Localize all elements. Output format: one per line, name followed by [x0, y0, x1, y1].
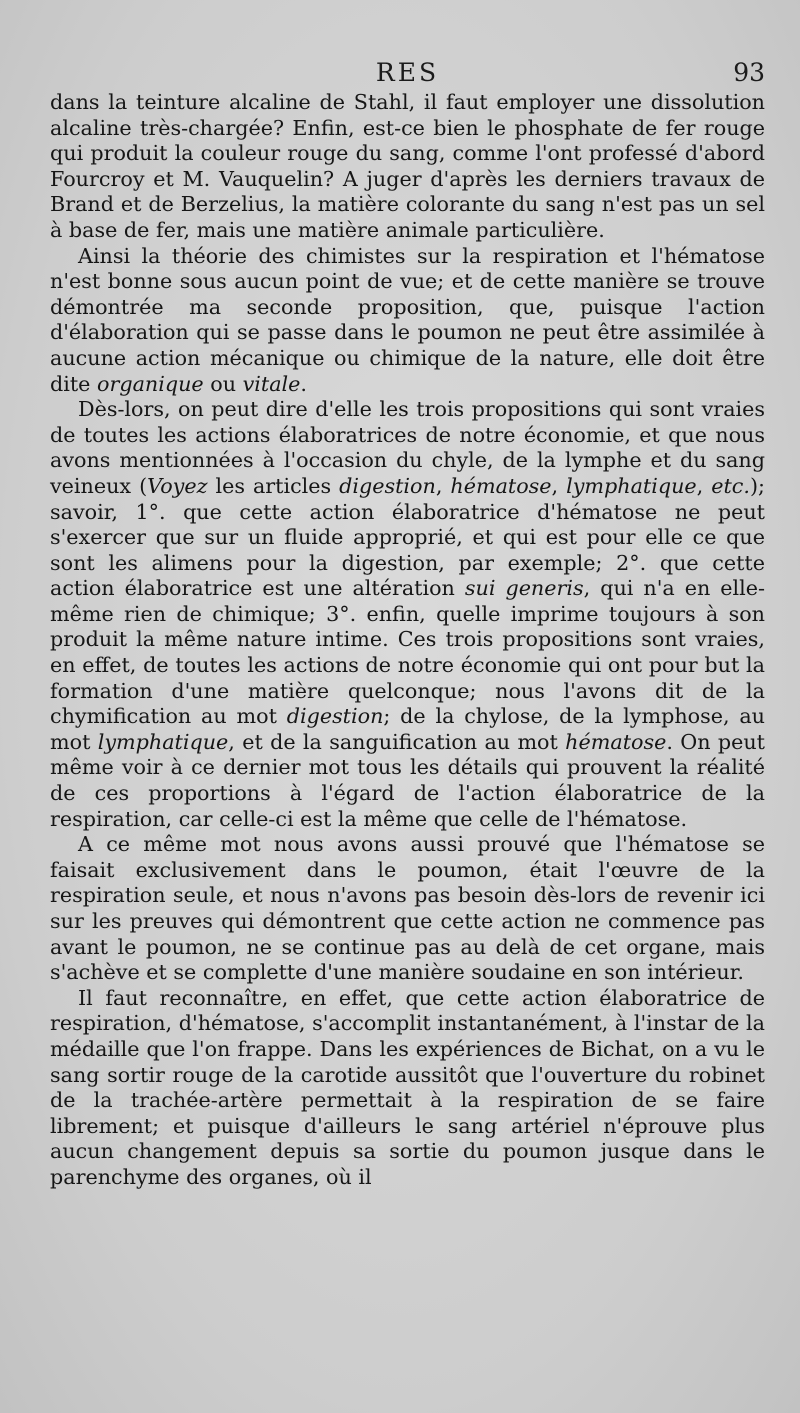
running-head: RES — [375, 58, 440, 87]
paragraph-p2 — [50, 244, 765, 398]
text-run: . — [300, 371, 307, 396]
italic-term: lymphatique — [97, 729, 229, 754]
text-run: Ainsi la théorie des chimistes sur la respiration et l'hématose n'est bonne sous aucun point de vue; et de cette manière se trouve démontrée ma seconde proposition, que, puisque l'action d'élaboration qui se passe dans le poumon ne peut être assimilée à aucune action mécanique ou chimique de la nature, elle doit être dite — [50, 243, 765, 396]
italic-term: etc. — [711, 473, 750, 498]
page-number: 93 — [733, 58, 765, 87]
text-run: Il faut reconnaître, en effet, que cette action élaboratrice de respiration, d'hématose, s'accomplit instantanément, à l'instar de la médaille que l'on frappe. Dans les expériences de Bichat, on a vu le sang sortir rouge de la carotide aussitôt que l'ouverture du robinet de la trachée-artère permettait à la respiration de se faire librement; et puisque d'ailleurs le sang artériel n'éprouve plus aucun changement depuis sa sortie du poumon jusque dans le parenchyme des organes, où il — [50, 985, 765, 1189]
text-run: , — [435, 473, 451, 498]
text-run: , qui n'a en elle-même rien de chimique; 3°. enfin, quelle imprime toujours à son produit la même nature intime. Ces trois propositions sont vraies, en effet, de toutes les actions de notre économie qui ont pour but la formation d'une matière quelconque; nous l'avons dit de la chymification au mot — [50, 576, 765, 729]
body-text — [50, 90, 765, 1191]
italic-term: sui generis — [464, 576, 584, 601]
text-run: A ce même mot nous avons aussi prouvé que l'hématose se faisait exclusivement dans le poumon, était l'œuvre de la respiration seule, et nous n'avons pas besoin dès-lors de revenir ici sur les preuves qui démontrent que cette action ne commence pas avant le poumon, ne se continue pas au delà de cet organe, mais s'achève et se complette d'une manière soudaine en son intérieur. — [50, 832, 765, 985]
italic-term: lymphatique — [566, 473, 697, 498]
italic-term: Voyez — [147, 473, 208, 498]
italic-term: organique — [97, 371, 204, 396]
paragraph-p4 — [50, 832, 765, 986]
page-header — [50, 58, 765, 92]
paragraph-p1 — [50, 90, 765, 244]
paragraph-p3 — [50, 397, 765, 832]
text-run: , et de la sanguification au mot — [228, 729, 566, 754]
text-run: . On peut même voir à ce dernier mot tous les détails qui prouvent la réalité de ces proportions à l'égard de l'action élaboratrice de la respiration, car celle-ci est la même que celle de l'hématose. — [50, 729, 765, 831]
text-run: Dès-lors, on peut dire d'elle les trois propositions qui sont vraies de toutes les actions élaboratrices de notre économie, et que nous avons mentionnées à l'occasion du chyle, de la lymphe et du sang veineux ( — [50, 397, 765, 498]
text-run: ou — [203, 371, 243, 396]
italic-term: digestion — [286, 704, 384, 729]
italic-term: hématose — [450, 473, 552, 498]
text-run: les articles — [207, 473, 340, 498]
text-run: , — [551, 473, 567, 498]
paragraph-p5 — [50, 986, 765, 1191]
text-run: , — [696, 473, 712, 498]
italic-term: digestion — [339, 473, 436, 498]
italic-term: vitale — [242, 371, 301, 396]
text-run: ; de la chylose, de la lymphose, au mot — [50, 704, 765, 754]
text-run: ); savoir, 1°. que cette action élaboratrice d'hématose ne peut s'exercer que sur un fluide approprié, et qui est pour elle ce que sont les alimens pour la digestion, par exemple; 2°. que cette action élaboratrice est une altération — [50, 473, 765, 601]
italic-term: hématose — [565, 729, 667, 754]
text-run: dans la teinture alcaline de Stahl, il faut employer une dissolution alcaline très-chargée? Enfin, est-ce bien le phosphate de fer rouge qui produit la couleur rouge du sang, comme l'ont professé d'abord Fourcroy et M. Vauquelin? A juger d'après les derniers travaux de Brand et de Berzelius, la matière colorante du sang n'est pas un sel à base de fer, mais une matière animale particulière. — [50, 90, 765, 242]
